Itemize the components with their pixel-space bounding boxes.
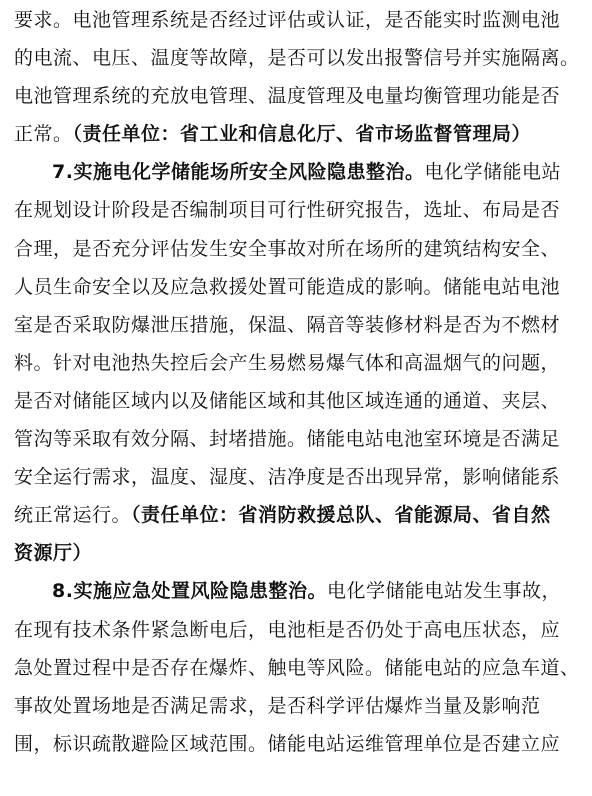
text: 合理，是否充分评估发生安全事故对所在场所的建筑结构安全、 (14, 237, 561, 260)
text: 人员生命安全以及应急救援处置可能造成的影响。储能电站电池 (14, 275, 561, 298)
text-line-13 (14, 458, 582, 496)
responsible-units: （责任单位：省消防救援总队、省能源局、省自然 (131, 504, 551, 527)
text-line-17 (14, 611, 582, 649)
text: 安全运行需求，温度、湿度、洁净度是否出现异常，影响储能系 (14, 466, 561, 489)
text: 统正常运行。 (14, 504, 132, 527)
text-line-9 (14, 306, 582, 344)
text: 管沟等采取有效分隔、封堵措施。储能电站电池室环境是否满足 (14, 428, 561, 451)
section-8-heading-line (14, 572, 582, 610)
text-line-6 (14, 191, 582, 229)
text: 急处置过程中是否存在爆炸、触电等风险。储能电站的应急车道、 (14, 656, 580, 679)
text-line-1 (14, 1, 582, 39)
text-line-20 (14, 725, 582, 763)
text-line-4 (14, 115, 582, 153)
text-line-7 (14, 230, 582, 268)
text: 围，标识疏散避险区域范围。储能电站运维管理单位是否建立应 (14, 732, 561, 755)
text: 电化学储能电站 (424, 161, 561, 184)
text: 正常。 (14, 123, 73, 146)
section-7-heading: 7.实施电化学储能场所安全风险隐患整治。 (52, 161, 425, 184)
text: 室是否采取防爆泄压措施，保温、隔音等装修材料是否为不燃材 (14, 313, 561, 336)
text-line-10 (14, 344, 582, 382)
text-line-2 (14, 39, 582, 77)
text-line-3 (14, 77, 582, 115)
section-7-heading-line (14, 153, 582, 191)
text: 电化学储能电站发生事故， (326, 580, 561, 603)
responsible-units-continued: 资源厅） (14, 542, 93, 565)
text: 在现有技术条件紧急断电后，电池柜是否仍处于高电压状态，应 (14, 618, 561, 641)
text-line-14 (14, 496, 582, 534)
text: 在规划设计阶段是否编制项目可行性研究报告，选址、布局是否 (14, 199, 561, 222)
text: 是否对储能区域内以及储能区域和其他区域连通的通道、夹层、 (14, 389, 561, 412)
text: 电池管理系统的充放电管理、温度管理及电量均衡管理功能是否 (14, 85, 561, 108)
text: 要求。电池管理系统是否经过评估或认证，是否能实时监测电池 (14, 9, 561, 31)
text: 事故处置场地是否满足需求，是否科学评估爆炸当量及影响范 (14, 694, 541, 717)
text: 的电流、电压、温度等故障，是否可以发出报警信号并实施隔离。 (14, 47, 580, 70)
responsible-units: （责任单位：省工业和信息化厅、省市场监督管理局） (72, 123, 532, 146)
text-line-19 (14, 687, 582, 725)
text-line-18 (14, 649, 582, 687)
text-line-8 (14, 268, 582, 306)
section-8-heading: 8.实施应急处置风险隐患整治。 (52, 580, 327, 603)
text-line-12 (14, 420, 582, 458)
text-line-11 (14, 382, 582, 420)
text-line-15 (14, 534, 582, 572)
text: 料。针对电池热失控后会产生易燃易爆气体和高温烟气的问题， (14, 351, 561, 374)
